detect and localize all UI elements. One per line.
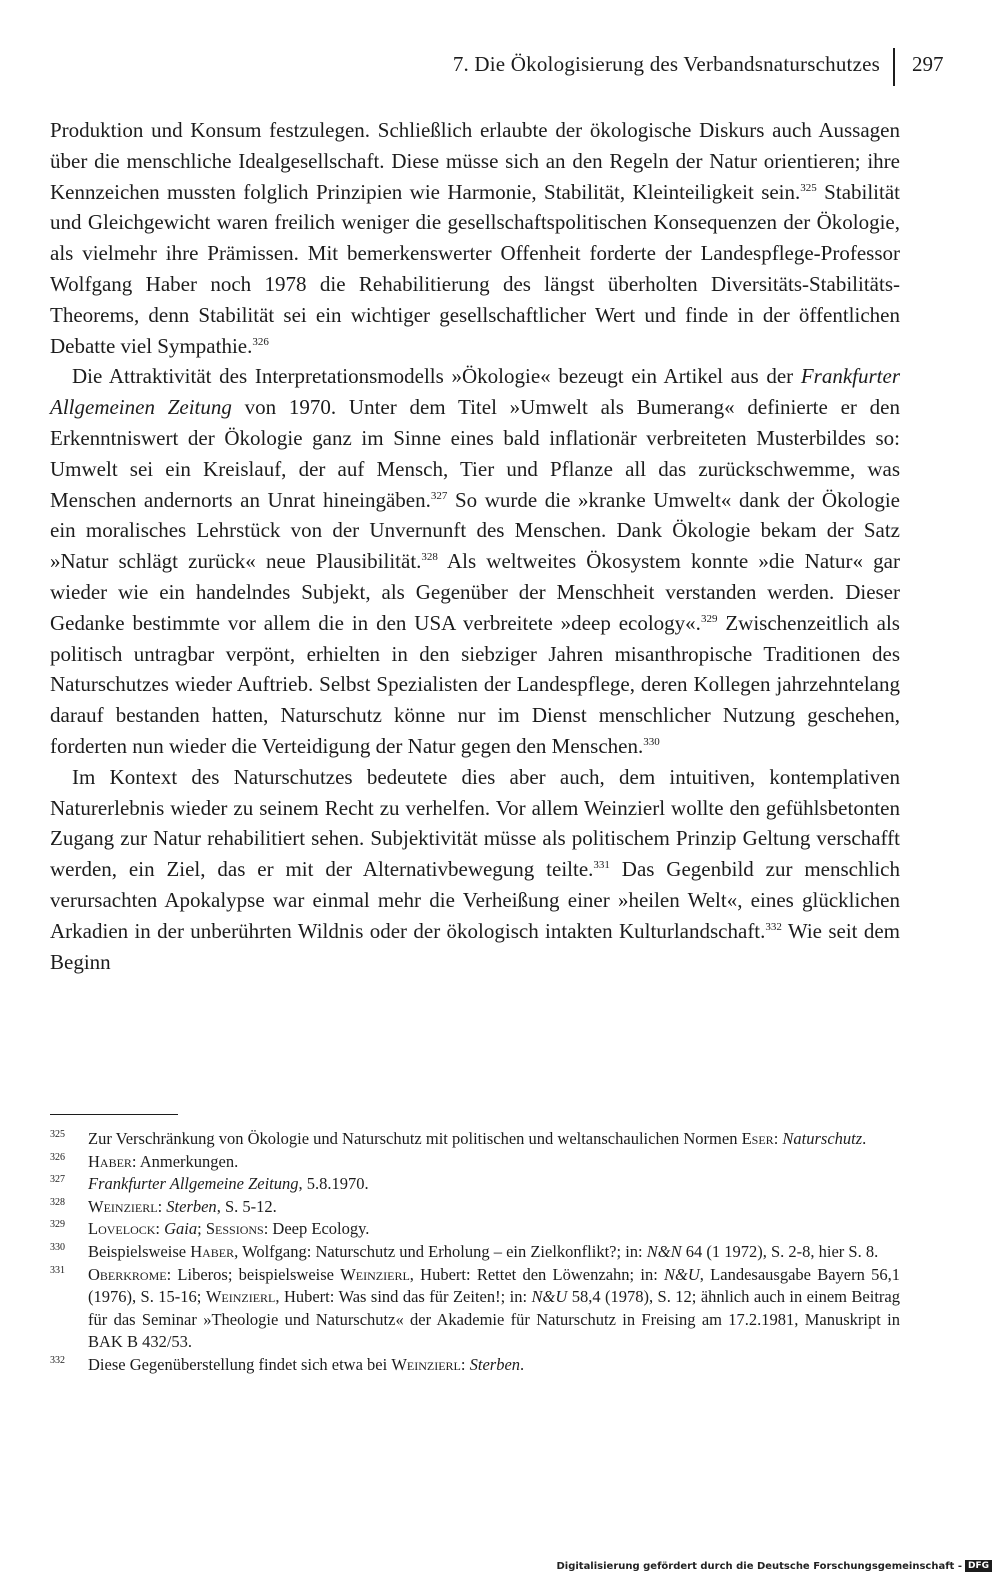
author-name: Lovelock <box>88 1219 156 1239</box>
text-run: 64 (1 1972), S. 2-8, hier S. 8. <box>681 1241 879 1261</box>
text-run: Produktion und Konsum festzulegen. Schließlich erlaubte der ökologische Diskurs auch Aussagen über die menschliche Idealgesellschaft. Diese müsse sich an den Regeln der Natur orientieren; ihre Kennzeichen mussten folglich Prinzipien wie Harmonie, Stabilität, Kleinteiligkeit sein. <box>50 118 900 204</box>
footnote-ref: 328 <box>421 551 438 564</box>
text-run: Zwischenzeitlich als politisch untragbar verpönt, erhielten in den siebziger Jahren misanthropische Traditionen des Naturschutzes wieder Auftrieb. Selbst Spezialisten der Landespflege, deren Kollegen jahrzehntelang darauf bestanden hatten, Naturschutz könne nur im Dienst menschlicher Nutzung geschehen, forderten nun wieder die Verteidigung der Natur gegen den Menschen. <box>50 610 900 758</box>
credit-text: Digitalisierung gefördert durch die Deutsche Forschungsgemeinschaft - <box>556 1560 962 1572</box>
footnote-text <box>88 1151 900 1174</box>
author-name: Weinzierl <box>391 1354 461 1374</box>
digitization-credit <box>556 1560 992 1572</box>
dfg-logo: DFG <box>965 1560 992 1572</box>
text-run: , Wolfgang: Naturschutz und Erholung – ein Zielkonflikt?; in: <box>234 1241 647 1261</box>
footnote-text <box>88 1128 900 1151</box>
text-run: , Landesausgabe Bayern 56,1 (1976), S. 15-16; <box>88 1264 900 1307</box>
footnote-number: 331 <box>50 1264 65 1276</box>
text-run: So wurde die »kranke Umwelt« dank der Ökologie ein moralisches Lehrstück von der Unvernunft des Menschen. Dank Ökologie bekam der Satz »Natur schlägt zurück« neue Plausibilität. <box>50 487 900 574</box>
header-divider <box>893 48 895 86</box>
text-run: , 5.8.1970. <box>298 1174 369 1194</box>
text-run: Stabilität und Gleichgewicht waren freilich weniger die gesellschaftspolitischen Konsequenzen der Ökologie, als vielmehr ihre Prämissen. Mit bemerkenswerter Offenheit forderte der Landespflege-Professor Wolfgang Haber noch 1978 die Rehabilitierung des längst überholten Diversitäts-Stabilitäts-Theorems, denn Stabilität sei ein wichtiger gesellschaftlicher Wert und finde in der öffentlichen Debatte viel Sympathie. <box>50 179 901 358</box>
author-name: Weinzierl <box>88 1196 158 1216</box>
text-run: Im Kontext des Naturschutzes bedeutete dies aber auch, dem intuitiven, kontemplativen Naturerlebnis wieder zu seinem Recht zu verhelfen. Vor allem Weinzierl wollte den gefühlsbetonten Zugang zur Natur rehabilitiert sehen. Subjektivität müsse als politischem Prinzip Geltung verschafft werden, ein Ziel, das er mit der Alternativbewegung teilte. <box>50 764 900 882</box>
text-run: Diese Gegenüberstellung findet sich etwa bei <box>88 1354 392 1374</box>
footnote-separator <box>50 1114 178 1115</box>
footnote-ref: 330 <box>643 735 660 748</box>
italic-title: N&U <box>531 1287 568 1307</box>
footnote-329 <box>50 1218 900 1241</box>
author-name: Sessions <box>205 1219 264 1239</box>
footnote-ref: 332 <box>765 920 782 933</box>
italic-title: Frankfurter Allgemeine Zeitung <box>88 1174 299 1194</box>
footnote-number: 332 <box>50 1354 65 1366</box>
footnote-text <box>88 1218 900 1241</box>
text-run: Zur Verschränkung von Ökologie und Naturschutz mit politischen und weltanschaulichen Normen <box>88 1129 742 1148</box>
text-run: von 1970. Unter dem Titel »Umwelt als Bumerang« definierte er den Erkenntniswert der Ökologie ganz im Sinne eines bald inflationär verbreiteten Musterbildes so: Umwelt sei ein Kreislauf, der auf Mensch, Tier und Pflanze all das zurückschwemme, was Menschen andernorts an Unrat hineingäben. <box>50 395 900 512</box>
author-name: Eser <box>741 1129 774 1148</box>
text-run: . <box>520 1354 525 1374</box>
footnote-326 <box>50 1151 900 1174</box>
text-run: ; <box>197 1219 206 1239</box>
footnote-text <box>88 1354 900 1377</box>
text-run: : <box>773 1129 783 1148</box>
footnote-text <box>88 1264 900 1354</box>
text-run: , Hubert: Was sind das für Zeiten!; in: <box>275 1287 532 1307</box>
author-name: Weinzierl <box>340 1264 410 1284</box>
text-run: Die Attraktivität des Interpretationsmodells »Ökologie« bezeugt ein Artikel aus der <box>72 364 801 389</box>
italic-title: Sterben <box>166 1196 217 1216</box>
footnote-number: 327 <box>50 1174 65 1186</box>
running-header <box>0 48 1000 88</box>
footnote-text <box>88 1196 900 1219</box>
footnote-number: 326 <box>50 1151 65 1163</box>
footnote-327 <box>50 1173 900 1196</box>
text-run: Wie seit dem Beginn <box>50 918 900 974</box>
footnote-text <box>88 1241 900 1264</box>
text-run: , S. 5-12. <box>216 1196 277 1216</box>
text-run: Beispielsweise <box>88 1241 191 1261</box>
footnote-text <box>88 1173 900 1196</box>
footnote-330 <box>50 1241 900 1264</box>
text-run: : <box>460 1354 470 1374</box>
footnote-332 <box>50 1354 900 1377</box>
text-run: Als weltweites Ökosystem konnte »die Natur« gar wieder wie ein handelndes Subjekt, als Gegenüber der Menschheit verstanden werden. Dieser Gedanke bestimmte vor allem die in den USA verbreitete »deep ecology«. <box>50 549 900 635</box>
paragraph-1 <box>50 115 900 361</box>
footnote-ref: 325 <box>800 181 817 194</box>
paragraph-3 <box>50 762 900 978</box>
text-run: : Anmerkungen. <box>131 1151 239 1171</box>
author-name: Oberkrome <box>88 1264 167 1284</box>
footnote-number: 330 <box>50 1241 65 1253</box>
footnote-ref: 326 <box>252 335 269 348</box>
page-number: 297 <box>912 52 944 76</box>
italic-title: Naturschutz <box>782 1129 863 1148</box>
footnote-328 <box>50 1196 900 1219</box>
italic-title: Frankfurter Allgemeinen Zeitung <box>50 364 900 420</box>
author-name: Haber <box>88 1151 132 1171</box>
italic-title: N&N <box>646 1241 682 1261</box>
footnote-325 <box>50 1128 900 1151</box>
footnote-number: 325 <box>50 1129 65 1140</box>
footnote-ref: 331 <box>593 859 610 872</box>
text-run: : Deep Ecology. <box>263 1219 370 1239</box>
author-name: Weinzierl <box>205 1287 276 1307</box>
text-run: : <box>155 1219 165 1239</box>
text-run: . <box>862 1129 867 1148</box>
paragraph-2 <box>50 361 900 761</box>
text-run: : Liberos; beispielsweise <box>166 1264 341 1284</box>
italic-title: N&U <box>664 1264 700 1284</box>
italic-title: Gaia <box>164 1219 198 1239</box>
footnotes <box>50 1128 900 1377</box>
footnote-ref: 329 <box>700 612 718 625</box>
text-run: , Hubert: Rettet den Löwenzahn; in: <box>409 1264 665 1284</box>
footnote-number: 329 <box>50 1219 65 1231</box>
text-run: Das Gegenbild zur menschlich verursachten Apokalypse war einmal mehr die Verheißung einer »heilen Welt«, eines glücklichen Arkadien in der unberührten Wildnis oder der ökologisch intakten Kulturlandschaft. <box>50 857 900 943</box>
footnote-number: 328 <box>50 1196 65 1208</box>
footnote-ref: 327 <box>430 489 448 502</box>
text-run: : <box>157 1196 167 1216</box>
text-run: 58,4 (1978), S. 12; ähnlich auch in einem Beitrag für das Seminar »Theologie und Naturschutz« der Akademie für Naturschutz in Freising am 17.2.1981, Manuskript in BAK B 432/53. <box>88 1287 900 1352</box>
chapter-title: 7. Die Ökologisierung des Verbandsnaturschutzes <box>452 52 880 76</box>
italic-title: Sterben <box>469 1354 521 1374</box>
main-text <box>50 115 900 977</box>
footnote-331 <box>50 1264 900 1354</box>
author-name: Haber <box>190 1241 235 1261</box>
